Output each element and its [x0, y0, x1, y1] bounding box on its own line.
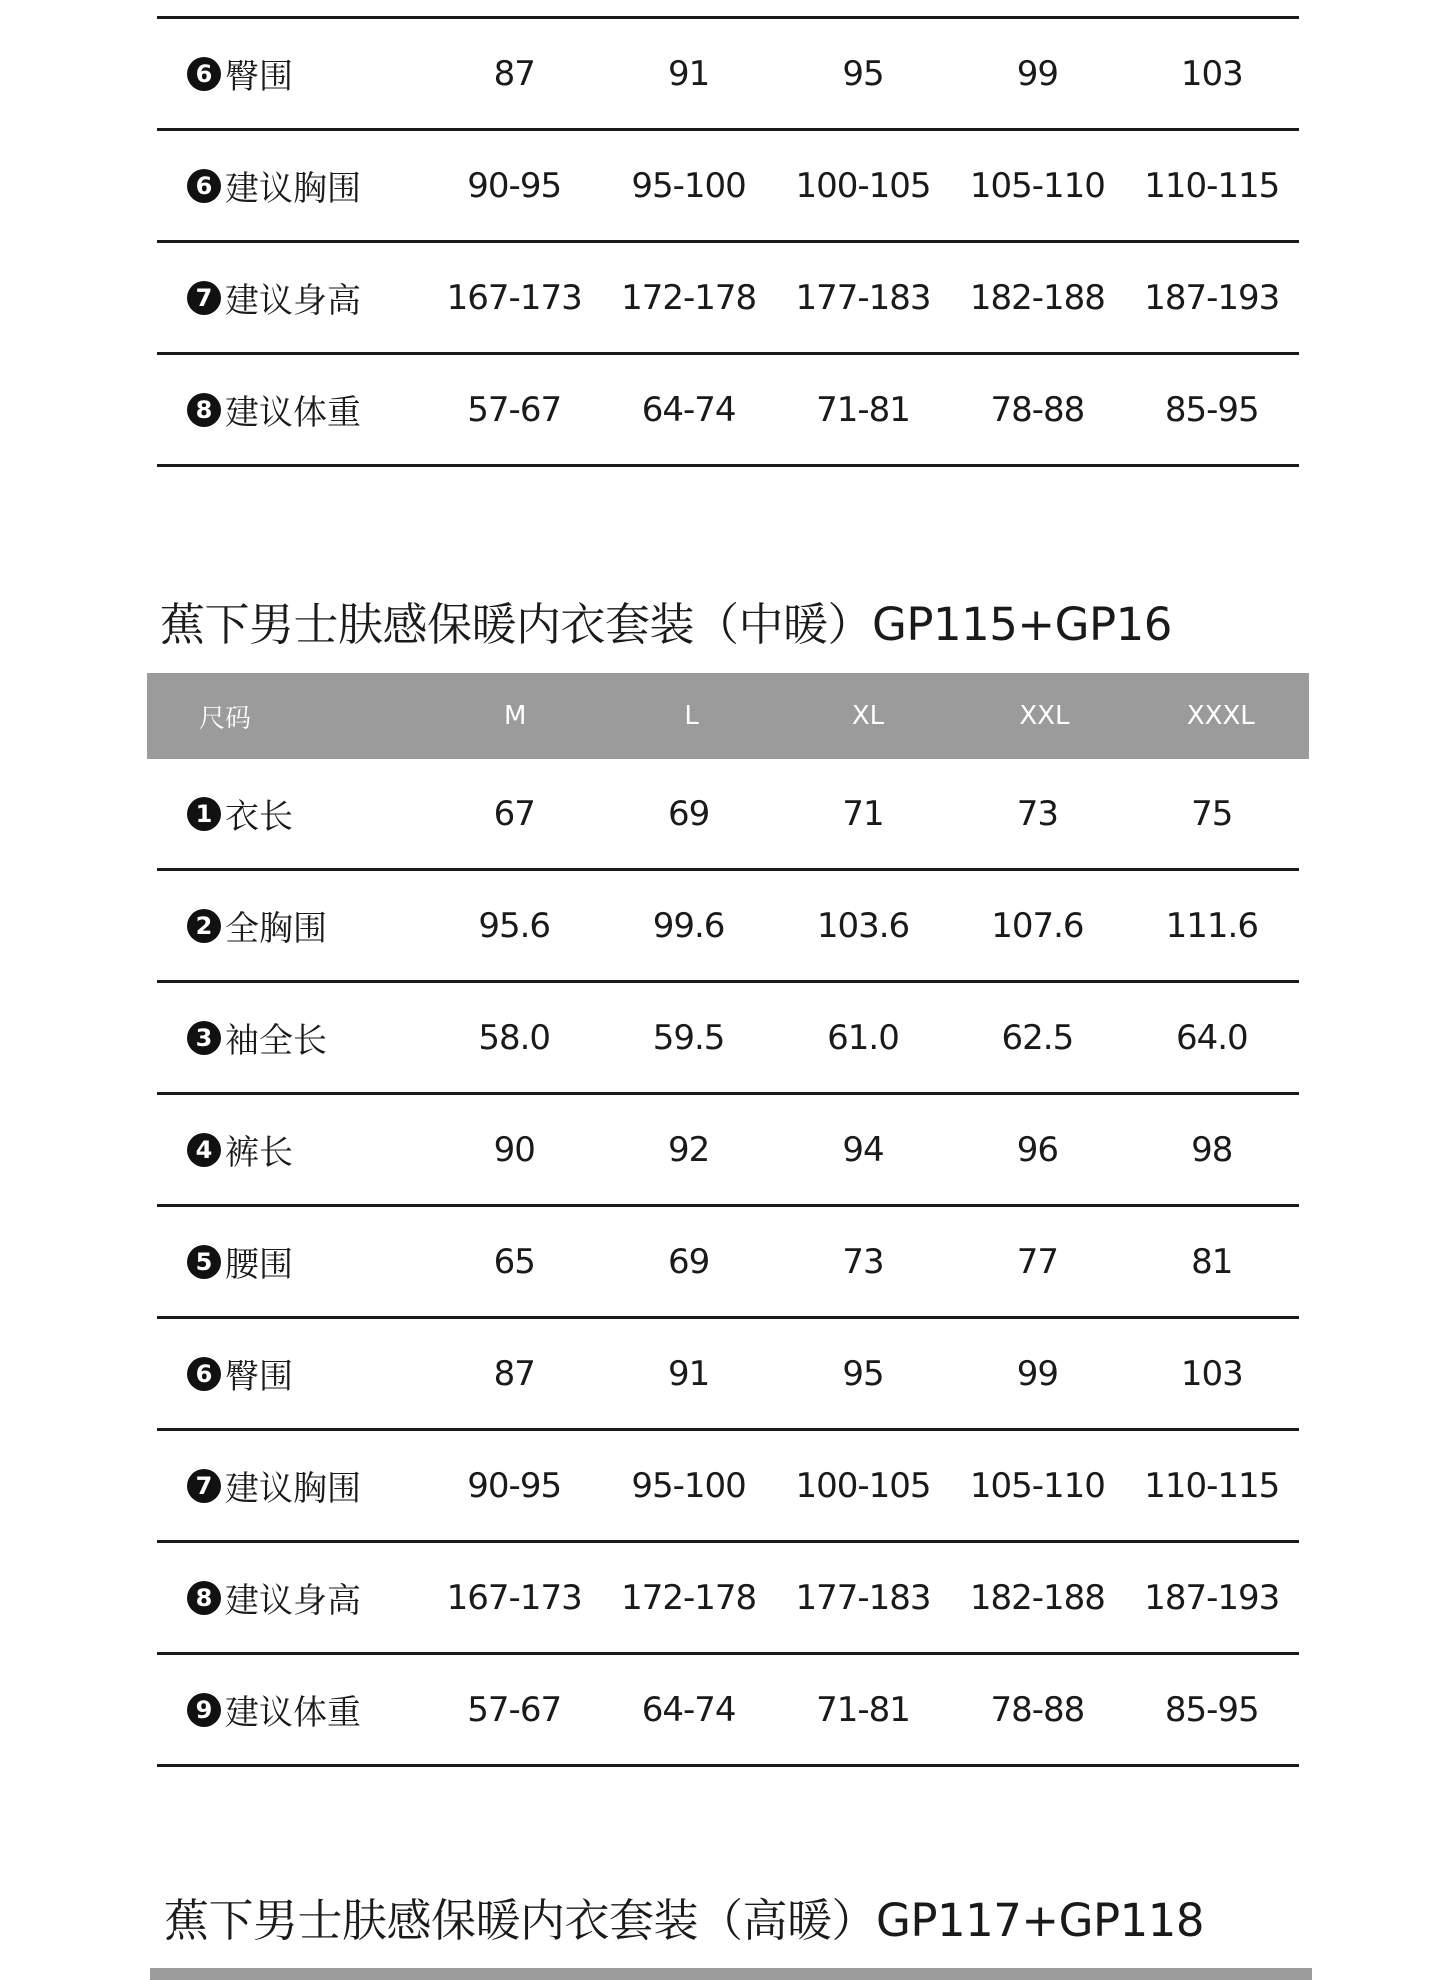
- header-size-l: L: [684, 701, 699, 731]
- row-label: [157, 49, 427, 98]
- table-cell: 90: [493, 1129, 535, 1170]
- table-header: [147, 673, 1309, 759]
- row-label-text: 臀围: [225, 1357, 293, 1397]
- table-cell: 90-95: [467, 1465, 562, 1506]
- table-cell: 95-100: [631, 1465, 746, 1506]
- circled-number-icon: 8: [187, 393, 221, 427]
- circled-number-icon: 3: [187, 1021, 221, 1055]
- row-label: [157, 1237, 427, 1286]
- table-row: [157, 243, 1299, 355]
- table-cell: 167-173: [446, 277, 582, 318]
- table-row: [157, 1431, 1299, 1543]
- table-cell: 81: [1191, 1241, 1233, 1282]
- table-cell: 85-95: [1164, 389, 1259, 430]
- table-cell: 87: [493, 53, 535, 94]
- table-cell: 61.0: [827, 1017, 899, 1058]
- table-cell: 67: [493, 793, 535, 834]
- table-cell: 172-178: [621, 277, 757, 318]
- row-label-text: 建议体重: [225, 1693, 361, 1733]
- row-label: [157, 1573, 427, 1622]
- table-row: [157, 983, 1299, 1095]
- table-row: [157, 355, 1299, 467]
- size-table-top: [157, 16, 1299, 467]
- table-cell: 71-81: [816, 389, 910, 430]
- row-label-text: 建议身高: [225, 281, 361, 321]
- table-cell: 87: [493, 1353, 535, 1394]
- row-label-text: 臀围: [225, 57, 293, 97]
- table-cell: 95.6: [478, 905, 551, 946]
- row-label: [157, 1013, 427, 1062]
- table-cell: 85-95: [1164, 1689, 1259, 1730]
- circled-number-icon: 2: [187, 909, 221, 943]
- section-title-high-warm: 蕉下男士肤感保暖内衣套装（高暖）GP117+GP118: [164, 1894, 1205, 1947]
- table-cell: 182-188: [969, 277, 1105, 318]
- table-cell: 167-173: [446, 1577, 582, 1618]
- row-label: [157, 1349, 427, 1398]
- row-label: [157, 1125, 427, 1174]
- table-cell: 90-95: [467, 165, 562, 206]
- table-cell: 177-183: [795, 1577, 931, 1618]
- row-label-text: 腰围: [225, 1245, 293, 1285]
- table-row: [157, 19, 1299, 131]
- table-cell: 64-74: [641, 389, 736, 430]
- table-cell: 69: [667, 793, 710, 834]
- circled-number-icon: 7: [187, 281, 221, 315]
- size-table-top-rows: [157, 19, 1299, 467]
- table-row: [157, 871, 1299, 983]
- header-size-m: M: [503, 701, 527, 731]
- table-header-partial: [150, 1968, 1312, 1980]
- header-size-xxxl: XXXL: [1186, 701, 1255, 731]
- table-cell: 65: [493, 1241, 535, 1282]
- row-label-text: 建议身高: [225, 1581, 361, 1621]
- table-cell: 103: [1180, 1353, 1243, 1394]
- table-cell: 100-105: [795, 165, 931, 206]
- table-cell: 107.6: [991, 905, 1084, 946]
- table-cell: 69: [667, 1241, 710, 1282]
- size-table-mid-warm-rows: [157, 759, 1299, 1767]
- table-cell: 94: [842, 1129, 884, 1170]
- table-cell: 91: [667, 1353, 710, 1394]
- row-label: [157, 385, 427, 434]
- table-cell: 78-88: [990, 389, 1085, 430]
- table-cell: 73: [842, 1241, 884, 1282]
- table-cell: 172-178: [621, 1577, 757, 1618]
- table-cell: 77: [1016, 1241, 1059, 1282]
- table-cell: 91: [667, 53, 710, 94]
- table-cell: 111.6: [1165, 905, 1258, 946]
- header-size-xxl: XXL: [1019, 701, 1070, 731]
- table-row: [157, 1655, 1299, 1767]
- row-label: [157, 161, 427, 210]
- circled-number-icon: 6: [187, 1357, 221, 1391]
- table-row: [157, 759, 1299, 871]
- table-row: [157, 1543, 1299, 1655]
- table-cell: 103: [1180, 53, 1243, 94]
- row-label-text: 建议体重: [225, 393, 361, 433]
- circled-number-icon: 5: [187, 1245, 221, 1279]
- table-cell: 177-183: [795, 277, 931, 318]
- table-cell: 57-67: [467, 389, 562, 430]
- table-cell: 182-188: [969, 1577, 1105, 1618]
- row-label-text: 全胸围: [225, 909, 327, 949]
- size-table-mid-warm: [147, 673, 1309, 1767]
- table-cell: 98: [1191, 1129, 1233, 1170]
- circled-number-icon: 4: [187, 1133, 221, 1167]
- table-cell: 62.5: [1001, 1017, 1074, 1058]
- table-cell: 95-100: [631, 165, 746, 206]
- table-cell: 92: [667, 1129, 710, 1170]
- table-cell: 187-193: [1144, 277, 1280, 318]
- row-label-text: 裤长: [225, 1133, 293, 1173]
- row-label-text: 袖全长: [225, 1021, 327, 1061]
- table-cell: 95: [842, 53, 884, 94]
- table-row: [157, 1207, 1299, 1319]
- table-row: [157, 1095, 1299, 1207]
- table-cell: 71-81: [816, 1689, 910, 1730]
- table-cell: 99: [1016, 53, 1059, 94]
- circled-number-icon: 9: [187, 1693, 221, 1727]
- table-cell: 64-74: [641, 1689, 736, 1730]
- table-cell: 96: [1016, 1129, 1059, 1170]
- table-cell: 110-115: [1144, 1465, 1280, 1506]
- table-cell: 95: [842, 1353, 884, 1394]
- table-cell: 58.0: [478, 1017, 551, 1058]
- table-cell: 99.6: [652, 905, 725, 946]
- table-cell: 105-110: [969, 165, 1105, 206]
- row-label: [157, 789, 427, 838]
- circled-number-icon: 6: [187, 57, 221, 91]
- table-cell: 59.5: [652, 1017, 725, 1058]
- table-cell: 100-105: [795, 1465, 931, 1506]
- row-label: [157, 1685, 427, 1734]
- header-size-label: 尺码: [199, 703, 252, 734]
- table-cell: 73: [1016, 793, 1059, 834]
- circled-number-icon: 1: [187, 797, 221, 831]
- table-cell: 64.0: [1175, 1017, 1248, 1058]
- table-cell: 103.6: [816, 905, 910, 946]
- row-label-text: 建议胸围: [225, 1469, 361, 1509]
- row-label-text: 建议胸围: [225, 169, 361, 209]
- table-cell: 187-193: [1144, 1577, 1280, 1618]
- row-label: [157, 1461, 427, 1510]
- table-cell: 75: [1191, 793, 1233, 834]
- table-cell: 99: [1016, 1353, 1059, 1394]
- table-cell: 105-110: [969, 1465, 1105, 1506]
- circled-number-icon: 7: [187, 1469, 221, 1503]
- circled-number-icon: 8: [187, 1581, 221, 1615]
- header-size-xl: XL: [851, 701, 885, 731]
- table-row: [157, 1319, 1299, 1431]
- row-label-text: 衣长: [225, 797, 293, 837]
- row-label: [157, 901, 427, 950]
- table-cell: 78-88: [990, 1689, 1085, 1730]
- table-row: [157, 131, 1299, 243]
- table-cell: 57-67: [467, 1689, 562, 1730]
- section-title-mid-warm: 蕉下男士肤感保暖内衣套装（中暖）GP115+GP16: [160, 598, 1172, 651]
- row-label: [157, 273, 427, 322]
- table-cell: 110-115: [1144, 165, 1280, 206]
- table-cell: 71: [842, 793, 884, 834]
- circled-number-icon: 6: [187, 169, 221, 203]
